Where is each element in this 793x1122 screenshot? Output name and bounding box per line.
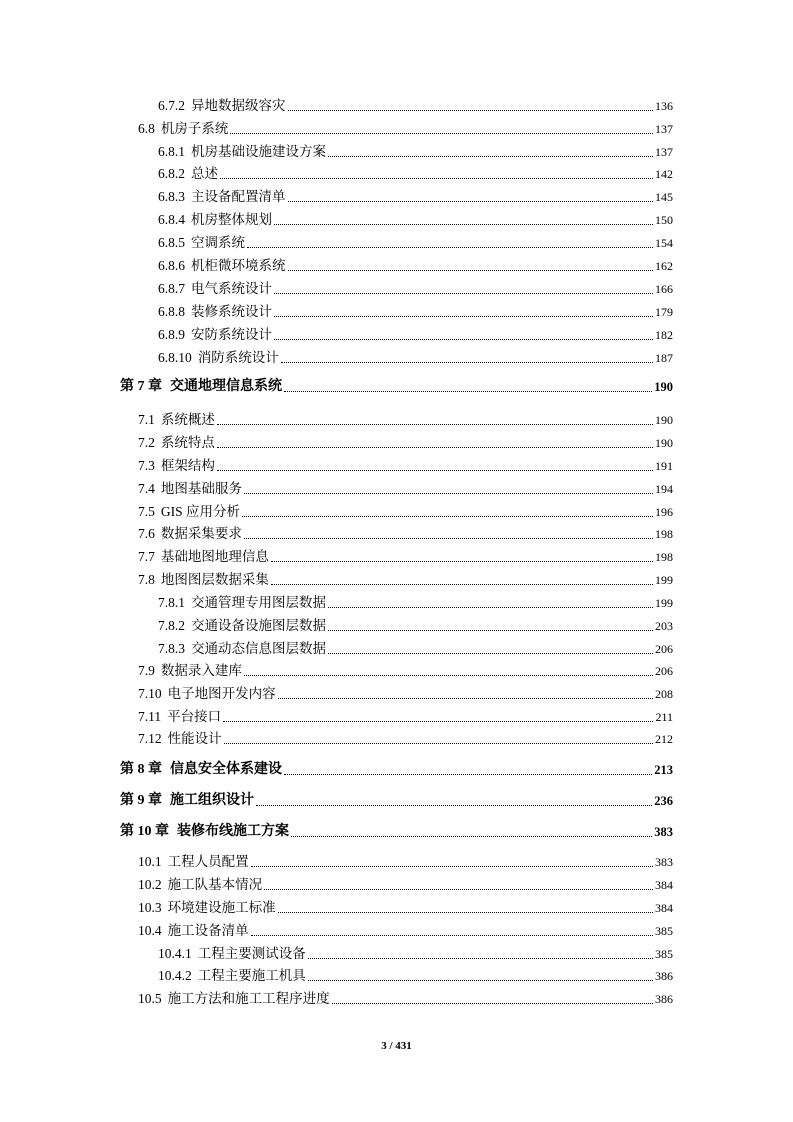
toc-entry-title: 机房整体规划 <box>191 212 272 227</box>
toc-entry-number: 7.12 <box>138 731 162 746</box>
toc-entry-number: 6.8.6 <box>158 258 185 273</box>
dot-leader <box>288 270 654 271</box>
toc-entry[interactable] <box>138 455 673 475</box>
toc-chapter-entry[interactable] <box>120 759 673 779</box>
toc-entry[interactable] <box>138 523 673 543</box>
toc-entry[interactable] <box>158 965 673 985</box>
toc-entry[interactable] <box>158 209 673 229</box>
toc-entry-page-number: 194 <box>655 482 673 496</box>
toc-entry-page-number: 385 <box>655 947 673 961</box>
toc-entry-title: 交通地理信息系统 <box>170 379 282 394</box>
toc-entry-title: GIS 应用分析 <box>160 504 241 519</box>
toc-entry-page-number: 203 <box>655 619 673 633</box>
toc-entry[interactable] <box>138 728 673 748</box>
toc-entry-number: 6.8.1 <box>158 144 185 159</box>
toc-entry-title: 工程主要施工机具 <box>197 968 306 983</box>
toc-entry[interactable] <box>158 278 673 298</box>
toc-entry[interactable] <box>138 897 673 917</box>
toc-entry-title: 施工方法和施工工程序进度 <box>167 991 330 1006</box>
toc-entry-number: 7.8.2 <box>158 618 185 633</box>
toc-entry[interactable] <box>158 324 673 344</box>
toc-entry-number: 6.8.5 <box>158 235 185 250</box>
toc-entry-number: 第 9 章 <box>120 793 162 808</box>
toc-entry-number: 第 10 章 <box>120 824 169 839</box>
toc-entry[interactable] <box>138 683 673 703</box>
toc-entry-title: 异地数据级容灾 <box>191 98 286 113</box>
toc-entry-page-number: 187 <box>655 351 673 365</box>
toc-entry[interactable] <box>138 501 673 521</box>
toc-entry[interactable] <box>158 347 673 367</box>
toc-entry-page-number: 236 <box>654 794 673 808</box>
toc-entry-page-number: 142 <box>655 167 673 181</box>
dot-leader <box>223 721 653 722</box>
dot-leader <box>217 447 653 448</box>
toc-entry-title: 信息安全体系建设 <box>170 762 282 777</box>
toc-chapter-entry[interactable] <box>120 376 673 396</box>
dot-leader <box>217 424 653 425</box>
toc-entry-number: 7.11 <box>138 709 162 724</box>
toc-entry-title: 环境建设施工标准 <box>167 900 276 915</box>
toc-entry-page-number: 206 <box>655 664 673 678</box>
dot-leader <box>278 912 653 913</box>
toc-entry-number: 7.7 <box>138 549 155 564</box>
toc-entry-number: 7.5 <box>138 504 155 519</box>
toc-entry-page-number: 145 <box>655 190 673 204</box>
toc-entry-page-number: 212 <box>655 732 673 746</box>
toc-entry[interactable] <box>138 118 673 138</box>
toc-entry-page-number: 154 <box>655 236 673 250</box>
dot-leader <box>328 156 653 157</box>
toc-entry[interactable] <box>158 232 673 252</box>
toc-entry-title: 工程主要测试设备 <box>197 946 306 961</box>
toc-chapter-entry[interactable] <box>120 790 673 810</box>
toc-entry-number: 6.8.4 <box>158 212 185 227</box>
dot-leader <box>271 584 653 585</box>
toc-entry-title: 装修系统设计 <box>191 304 272 319</box>
toc-entry-number: 7.6 <box>138 526 155 541</box>
toc-entry-title: 地图图层数据采集 <box>160 572 269 587</box>
toc-entry[interactable] <box>158 95 673 115</box>
toc-chapter-entry[interactable] <box>120 821 673 841</box>
toc-entry[interactable] <box>138 706 673 726</box>
toc-entry-number: 10.4 <box>138 923 162 938</box>
toc-entry[interactable] <box>158 163 673 183</box>
toc-entry-number: 6.8.3 <box>158 189 185 204</box>
toc-entry-title: 施工设备清单 <box>167 923 249 938</box>
dot-leader <box>230 133 653 134</box>
toc-entry-page-number: 383 <box>655 855 673 869</box>
toc-entry-title: 总述 <box>191 166 218 181</box>
toc-entry-number: 10.3 <box>138 900 162 915</box>
toc-entry-number: 10.1 <box>138 854 162 869</box>
dot-leader <box>220 178 653 179</box>
toc-entry-page-number: 182 <box>655 328 673 342</box>
dot-leader <box>247 247 653 248</box>
dot-leader <box>264 889 653 890</box>
toc-entry-page-number: 384 <box>655 901 673 915</box>
toc-entry-page-number: 136 <box>655 99 673 113</box>
dot-leader <box>244 493 653 494</box>
toc-entry-page-number: 191 <box>655 459 673 473</box>
toc-entry-number: 6.8.9 <box>158 327 185 342</box>
toc-entry-title: 系统特点 <box>160 435 215 450</box>
toc-entry-page-number: 211 <box>655 710 673 724</box>
toc-entry[interactable] <box>158 186 673 206</box>
toc-entry-title: 基础地图地理信息 <box>160 549 269 564</box>
toc-entry[interactable] <box>158 301 673 321</box>
toc-entry[interactable] <box>138 920 673 940</box>
toc-entry-title: 施工组织设计 <box>170 793 254 808</box>
toc-entry-number: 7.9 <box>138 663 155 678</box>
dot-leader <box>291 836 652 837</box>
dot-leader <box>256 805 652 806</box>
toc-entry[interactable] <box>158 638 673 658</box>
toc-entry-page-number: 190 <box>654 380 673 394</box>
toc-entry-page-number: 208 <box>655 687 673 701</box>
toc-entry-page-number: 150 <box>655 213 673 227</box>
toc-entry-title: 装修布线施工方案 <box>177 824 289 839</box>
toc-entry[interactable] <box>138 478 673 498</box>
toc-entry[interactable] <box>158 255 673 275</box>
toc-entry-page-number: 386 <box>655 992 673 1006</box>
toc-entry-number: 6.8 <box>138 121 155 136</box>
toc-entry-page-number: 384 <box>655 878 673 892</box>
toc-entry-page-number: 213 <box>654 763 673 777</box>
toc-entry-title: 主设备配置清单 <box>191 189 286 204</box>
toc-entry-title: 框架结构 <box>160 458 215 473</box>
toc-entry-page-number: 166 <box>655 282 673 296</box>
dot-leader <box>284 774 652 775</box>
dot-leader <box>274 293 653 294</box>
toc-entry-title: 工程人员配置 <box>167 854 249 869</box>
dot-leader <box>242 516 653 517</box>
toc-entry-title: 平台接口 <box>167 709 222 724</box>
dot-leader <box>308 958 653 959</box>
toc-entry-title: 交通动态信息图层数据 <box>191 641 326 656</box>
toc-entry-page-number: 383 <box>654 825 673 839</box>
dot-leader <box>328 653 653 654</box>
toc-entry-page-number: 385 <box>655 924 673 938</box>
toc-entry-title: 性能设计 <box>167 731 222 746</box>
dot-leader <box>251 866 653 867</box>
toc-entry-number: 7.8.3 <box>158 641 185 656</box>
toc-entry-number: 10.4.1 <box>158 946 192 961</box>
dot-leader <box>251 935 653 936</box>
toc-entry-title: 数据录入建库 <box>160 663 242 678</box>
toc-entry[interactable] <box>158 943 673 963</box>
toc-entry[interactable] <box>158 615 673 635</box>
dot-leader <box>328 630 653 631</box>
dot-leader <box>274 224 653 225</box>
toc-entry-number: 6.8.8 <box>158 304 185 319</box>
dot-leader <box>271 561 653 562</box>
toc-entry-page-number: 199 <box>655 596 673 610</box>
toc-entry[interactable] <box>158 141 673 161</box>
toc-entry-number: 7.2 <box>138 435 155 450</box>
dot-leader <box>308 980 653 981</box>
toc-entry-number: 10.5 <box>138 991 162 1006</box>
toc-entry-number: 6.8.2 <box>158 166 185 181</box>
dot-leader <box>328 607 653 608</box>
dot-leader <box>244 538 653 539</box>
toc-entry-title: 系统概述 <box>160 412 215 427</box>
toc-entry-number: 7.8.1 <box>158 595 185 610</box>
toc-entry-title: 交通设备设施图层数据 <box>191 618 326 633</box>
dot-leader <box>224 743 653 744</box>
toc-entry[interactable] <box>138 409 673 429</box>
toc-entry-page-number: 190 <box>655 413 673 427</box>
toc-entry[interactable] <box>138 660 673 680</box>
toc-entry-number: 10.2 <box>138 877 162 892</box>
toc-entry-title: 电子地图开发内容 <box>167 686 276 701</box>
dot-leader <box>332 1003 653 1004</box>
toc-entry-title: 机房基础设施建设方案 <box>191 144 326 159</box>
toc-entry-title: 机柜微环境系统 <box>191 258 286 273</box>
toc-entry-page-number: 137 <box>655 145 673 159</box>
dot-leader <box>244 675 653 676</box>
toc-entry-page-number: 198 <box>655 550 673 564</box>
toc-entry-page-number: 206 <box>655 642 673 656</box>
toc-entry-number: 6.8.10 <box>158 350 192 365</box>
dot-leader <box>288 110 654 111</box>
toc-entry[interactable] <box>138 988 673 1008</box>
dot-leader <box>284 391 652 392</box>
toc-entry-title: 交通管理专用图层数据 <box>191 595 326 610</box>
dot-leader <box>288 201 654 202</box>
toc-entry-page-number: 386 <box>655 969 673 983</box>
toc-entry-page-number: 198 <box>655 527 673 541</box>
toc-entry-number: 7.4 <box>138 481 155 496</box>
toc-entry-title: 电气系统设计 <box>191 281 272 296</box>
toc-entry-title: 安防系统设计 <box>191 327 272 342</box>
toc-entry-page-number: 162 <box>655 259 673 273</box>
dot-leader <box>274 339 653 340</box>
toc-entry-number: 6.7.2 <box>158 98 185 113</box>
toc-entry-number: 7.3 <box>138 458 155 473</box>
page-number-footer: 3 / 431 <box>381 1040 412 1052</box>
toc-entry-title: 数据采集要求 <box>160 526 242 541</box>
toc-entry-page-number: 199 <box>655 573 673 587</box>
toc-entry-page-number: 196 <box>655 505 673 519</box>
toc-entry[interactable] <box>138 569 673 589</box>
dot-leader <box>217 470 653 471</box>
toc-entry-page-number: 179 <box>655 305 673 319</box>
toc-entry-number: 7.1 <box>138 412 155 427</box>
toc-entry-title: 机房子系统 <box>160 121 229 136</box>
dot-leader <box>278 698 653 699</box>
toc-entry[interactable] <box>138 546 673 566</box>
toc-entry-page-number: 137 <box>655 122 673 136</box>
toc-entry-number: 第 8 章 <box>120 762 162 777</box>
toc-entry[interactable] <box>138 851 673 871</box>
toc-entry-title: 地图基础服务 <box>160 481 242 496</box>
toc-entry-number: 7.10 <box>138 686 162 701</box>
dot-leader <box>281 362 653 363</box>
toc-entry-title: 施工队基本情况 <box>167 877 263 892</box>
toc-entry-title: 空调系统 <box>191 235 245 250</box>
toc-entry-page-number: 190 <box>655 436 673 450</box>
toc-entry[interactable] <box>138 432 673 452</box>
toc-entry[interactable] <box>138 874 673 894</box>
toc-entry-number: 第 7 章 <box>120 379 162 394</box>
toc-entry[interactable] <box>158 592 673 612</box>
toc-entry-number: 6.8.7 <box>158 281 185 296</box>
dot-leader <box>274 316 653 317</box>
toc-entry-title: 消防系统设计 <box>197 350 279 365</box>
toc-entry-number: 10.4.2 <box>158 968 192 983</box>
toc-entry-number: 7.8 <box>138 572 155 587</box>
